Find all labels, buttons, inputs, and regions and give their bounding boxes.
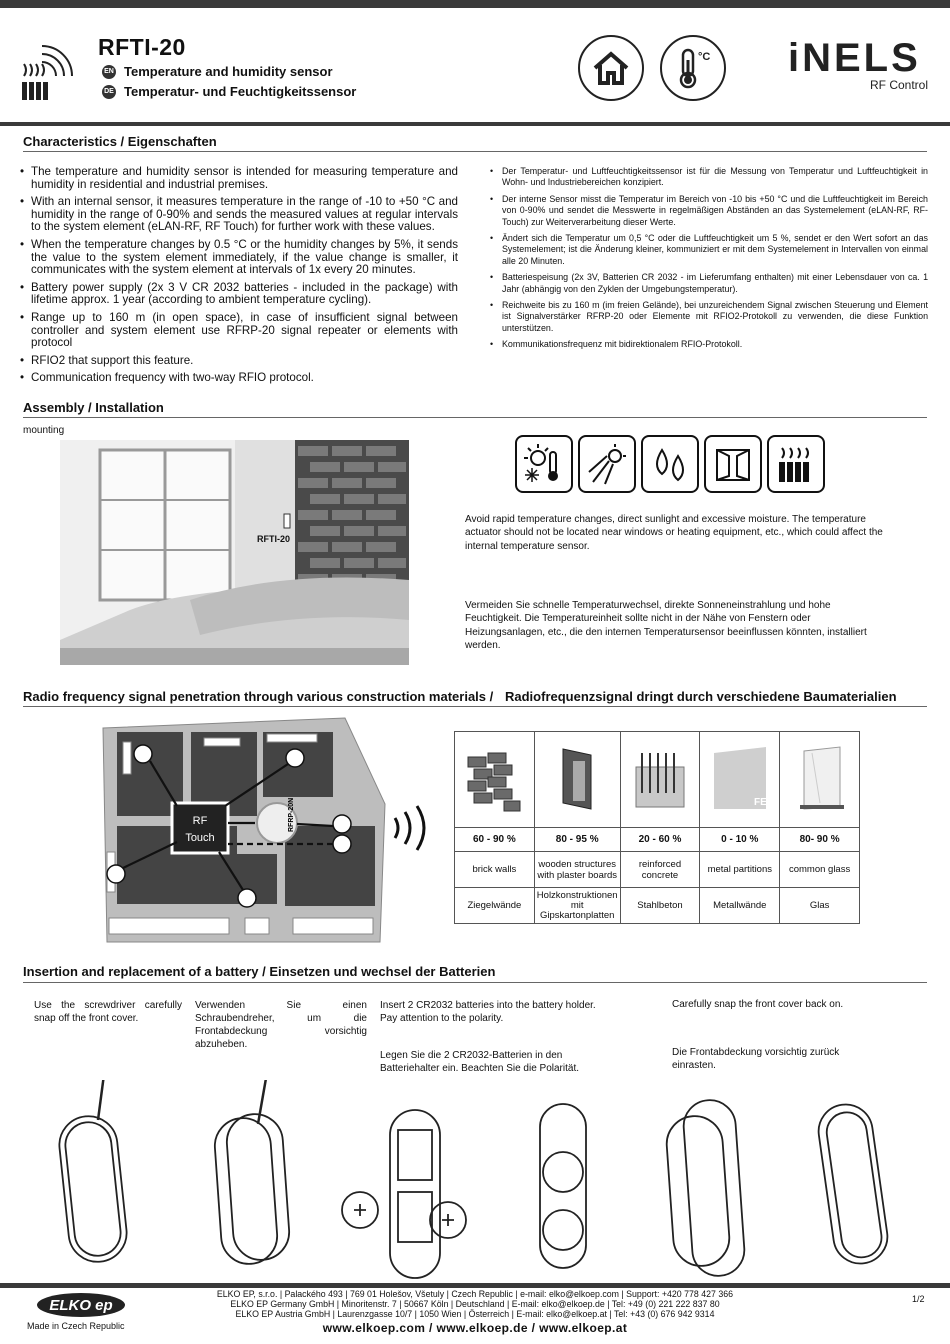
de-item: • Kommunikationsfrequenz mit bidirektionalem RFIO-Protokoll. <box>490 339 928 350</box>
rf-control-label: RF Control <box>869 78 928 92</box>
material-de: Metallwände <box>700 888 780 924</box>
characteristics-rule <box>23 151 927 152</box>
characteristics-de-list <box>490 166 928 356</box>
step1-figure <box>57 1080 130 1265</box>
room-photo <box>60 440 409 665</box>
de-item: • Der interne Sensor misst die Temperatur im Bereich von -10 bis +50 °C und die Luftfeuchtigkeit im Bereich von 0-90% und sendet die Messwerte in regelmäßigen Abständen an das Systemelement (eLAN-RF, RF-Touch) zur Weiterverarbeitung dieser Werte. <box>490 194 928 228</box>
material-de: Ziegelwände <box>455 888 535 924</box>
step3-text-en: Insert 2 CR2032 batteries into the battery holder. Pay attention to the polarity. <box>380 1000 596 1024</box>
inels-logo: iNELS <box>788 36 921 80</box>
metal-partition-icon <box>700 732 780 828</box>
characteristics-title: Characteristics / Eigenschaften <box>23 134 217 149</box>
elko-ep-logo <box>35 1291 127 1319</box>
radio-title-en: Radio frequency signal penetration through various construction materials / <box>23 689 494 704</box>
website-links[interactable]: www.elkoep.com / www.elkoep.de / www.elkoep.at <box>322 1321 628 1335</box>
address-cz: ELKO EP, s.r.o. | Palackého 493 | 769 01 Holešov, Všetuly | Czech Republic | e-mail: elko@elkoep.com | Support: +420 778 427 366 <box>216 1289 734 1299</box>
en-item: • RFIO2 that support this feature. <box>20 355 458 368</box>
step2-figure <box>213 1080 291 1266</box>
material-pct: 20 - 60 % <box>620 828 700 852</box>
mounting-label: mounting <box>23 425 65 436</box>
sun-snow-thermometer-icon <box>515 435 573 493</box>
subtitle-de-row <box>102 84 356 99</box>
step2-text: Verwenden Sie einen Schraubendreher, um die Frontabdeckung vorsichtig abzuheben. <box>195 1000 367 1050</box>
step3-figure <box>342 1104 586 1278</box>
radio-rule <box>23 706 927 707</box>
thermometer-celsius-icon <box>660 35 726 101</box>
material-pct: 80 - 95 % <box>534 828 620 852</box>
de-item: • Ändert sich die Temperatur um 0,5 °C oder die Luftfeuchtigkeit um 5 %, sendet er den Wert sofort an das Systemelement; ist die Änderung kleiner, kommuniziert er mit dem Systemelement in Intervallen von einmal alle 20 Minuten. <box>490 233 928 267</box>
footer-rule <box>0 1283 950 1288</box>
step3-text-de: Legen Sie die 2 CR2032-Batterien in den Batteriehalter ein. Beachten Sie die Polarität. <box>380 1050 580 1074</box>
heater-icon <box>767 435 825 493</box>
window-icon <box>704 435 762 493</box>
material-pct: 0 - 10 % <box>700 828 780 852</box>
en-item: • The temperature and humidity sensor is intended for measuring temperature and humidity in residential and industrial premises. <box>20 166 458 191</box>
de-item: • Reichweite bis zu 160 m (im freien Gelände), bei unzureichendem Signal zwischen Steuerung und Element ist Signalverstärker RFRP-20 oder Elemente mit RFIO2-Protokoll zu verwenden, die diese Funktion unterstützen. <box>490 300 928 334</box>
step1-text: Use the screwdriver carefully snap off the front cover. <box>34 1000 182 1024</box>
subtitle-de: Temperatur- und Feuchtigkeitssensor <box>124 84 357 99</box>
address-at: ELKO EP Austria GmbH | Laurenzgasse 10/7 | 1050 Wien | Österreich | E-mail: elko@elkoep.at | Tel: +43 (0) 676 942 9314 <box>235 1309 715 1319</box>
svg-text:°C: °C <box>698 51 711 63</box>
characteristics-en-list <box>20 166 458 390</box>
material-de: Glas <box>780 888 860 924</box>
made-in-label: Made in Czech Republic <box>27 1321 125 1331</box>
en-item: • Communication frequency with two-way RFIO protocol. <box>20 372 458 385</box>
de-item: • Batteriespeisung (2x 3V, Batterien CR 2032 - im Lieferumfang enthalten) mit einer Lebensdauer von ca. 1 Jahr (abhängig von den Zyklen der Umgebungstemperatur). <box>490 272 928 295</box>
material-de: Holzkonstruktionen mit Gipskartonplatten <box>534 888 620 924</box>
warning-icons <box>515 435 825 493</box>
header-rule <box>0 122 950 126</box>
sunlight-window-icon <box>578 435 636 493</box>
footer-addresses <box>190 1289 760 1319</box>
subtitle-en-row <box>102 64 333 79</box>
step4-text-en: Carefully snap the front cover back on. <box>672 999 844 1010</box>
page-number: 1/2 <box>912 1294 925 1304</box>
material-pct: 60 - 90 % <box>455 828 535 852</box>
assembly-title: Assembly / Installation <box>23 400 164 415</box>
radio-title-de: Radiofrequenzsignal dringt durch verschiedene Baumaterialien <box>505 689 897 704</box>
en-item: • When the temperature changes by 0.5 °C or the humidity changes by 5%, it sends the value to the system element immediately, if the value change is smaller, it communicates with the system element at intervals of 1x every 20 minutes. <box>20 239 458 277</box>
material-en: common glass <box>780 852 860 888</box>
inels-brand <box>788 36 928 92</box>
moisture-drops-icon <box>641 435 699 493</box>
repeater-label: RFRP-20N <box>288 797 295 832</box>
wooden-wall-icon <box>534 732 620 828</box>
glass-icon <box>780 732 860 828</box>
fe-badge: FE <box>753 797 767 808</box>
material-en: brick walls <box>455 852 535 888</box>
materials-table <box>454 731 860 924</box>
brick-wall-icon <box>455 732 535 828</box>
material-en: reinforced concrete <box>620 852 700 888</box>
product-title: RFTI-20 <box>98 34 186 60</box>
note-en: Avoid rapid temperature changes, direct sunlight and excessive moisture. The temperature actuator should not be located near windows or heating equipment, etc., which could affect the internal temperature sensor. <box>465 514 883 552</box>
assembly-rule <box>23 417 927 418</box>
rf-touch-line2: Touch <box>185 832 215 844</box>
de-item: • Der Temperatur- und Luftfeuchtigkeitssensor ist für die Messung von Temperatur und Luftfeuchtigkeit in Wohn- und Industriebereichen konzipiert. <box>490 166 928 189</box>
battery-rule <box>23 982 927 983</box>
home-icon <box>578 35 644 101</box>
address-de: ELKO EP Germany GmbH | Minoritenstr. 7 | 50667 Köln | Deutschland | E-mail: elko@elkoep.de | Tel: +49 (0) 221 222 837 80 <box>230 1299 720 1309</box>
material-en: wooden structures with plaster boards <box>534 852 620 888</box>
battery-title: Insertion and replacement of a battery / Einsetzen und wechsel der Batterien <box>23 964 496 979</box>
subtitle-en: Temperature and humidity sensor <box>124 64 333 79</box>
elko-logo-text: ELKO ep <box>49 1297 113 1314</box>
device-label: RFTI-20 <box>257 534 291 544</box>
en-item: • Battery power supply (2x 3 V CR 2032 batteries - included in the package) with lifetime approx. 1 year (according to ambient temperature cycling). <box>20 282 458 307</box>
reinforced-concrete-icon <box>620 732 700 828</box>
step4-figure <box>665 1098 891 1277</box>
en-item: • Range up to 160 m (in open space), in case of insufficient signal between controller and system element use RFRP-20 signal repeater or elements with protocol <box>20 312 458 350</box>
step4-text-de: Die Frontabdeckung vorsichtig zurück einrasten. <box>672 1047 840 1071</box>
material-en: metal partitions <box>700 852 780 888</box>
lang-badge-de: DE <box>102 85 116 99</box>
top-bar <box>0 0 950 8</box>
note-de: Vermeiden Sie schnelle Temperaturwechsel, direkte Sonneneinstrahlung und hohe Feuchtigkeit. Die Temperatureinheit sollte nicht in der Nähe von Fenstern oder Heizungsanlagen, etc., die den internen Temperatursensor beeinflussen könnten, installiert werden. <box>465 600 867 652</box>
en-item: • With an internal sensor, it measures temperature in the range of -10 to +50 °C and humidity in the range of 0-90% and sends the measured values at regular intervals to the system element (eLAN-RF, RF Touch) for further work with these values. <box>20 196 458 234</box>
battery-steps-illustration <box>50 1080 900 1280</box>
rf-touch-line1: RF <box>192 815 208 827</box>
floorplan-diagram <box>95 714 440 944</box>
lang-badge-en: EN <box>102 65 116 79</box>
material-pct: 80- 90 % <box>780 828 860 852</box>
radio-signal-icon <box>20 36 82 102</box>
material-de: Stahlbeton <box>620 888 700 924</box>
